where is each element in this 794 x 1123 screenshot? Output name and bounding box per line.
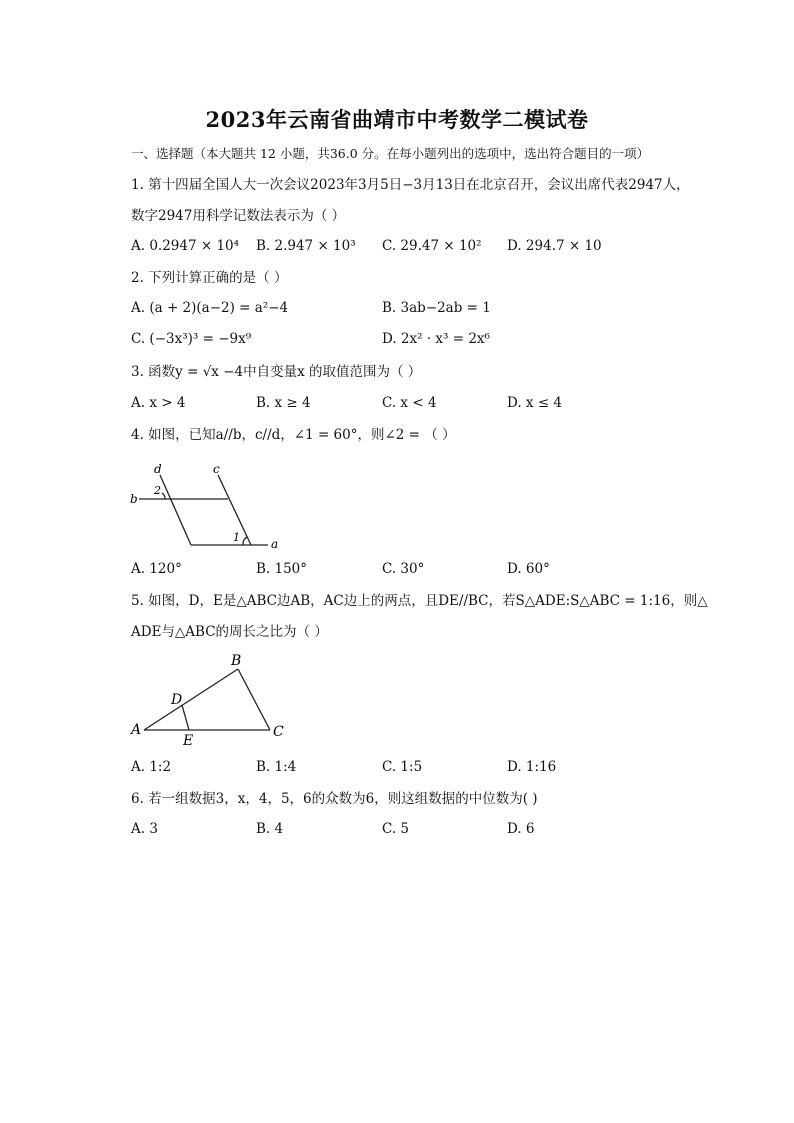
angle-2-arc bbox=[162, 493, 165, 499]
question-5-option-b[interactable]: B. 1:4 bbox=[256, 759, 297, 775]
question-2-option-b[interactable]: B. 3ab−2ab = 1 bbox=[382, 300, 491, 316]
question-1-options bbox=[131, 238, 691, 256]
label-B: B bbox=[231, 653, 242, 669]
question-3-option-c[interactable]: C. x < 4 bbox=[382, 395, 437, 411]
question-5-stem-line-1: 5. 如图，D，E是△ABC边AB，AC边上的两点，且DE//BC，若S△ADE:S△ABC = 1:16，则△ bbox=[131, 593, 708, 609]
question-2-stem: 2. 下列计算正确的是（ ） bbox=[131, 270, 288, 286]
label-A: A bbox=[131, 722, 142, 738]
question-1-stem-line-1: 1. 第十四届全国人大一次会议2023年3月5日−3月13日在北京召开，会议出席代表2947人， bbox=[131, 177, 690, 193]
question-5-figure bbox=[126, 650, 296, 750]
question-5-options bbox=[131, 759, 691, 777]
question-3-option-a[interactable]: A. x > 4 bbox=[131, 395, 186, 411]
question-5-option-a[interactable]: A. 1:2 bbox=[131, 759, 172, 775]
question-6-option-c[interactable]: C. 5 bbox=[382, 821, 410, 837]
question-5-stem-line-2: ADE与△ABC的周长之比为（ ） bbox=[131, 624, 328, 640]
label-b: b bbox=[130, 492, 138, 506]
question-1-option-c[interactable]: C. 29.47 × 10² bbox=[382, 238, 482, 254]
question-5-option-d[interactable]: D. 1:16 bbox=[507, 759, 557, 775]
question-2-options-row-1 bbox=[131, 300, 691, 318]
question-6-option-d[interactable]: D. 6 bbox=[507, 821, 535, 837]
question-1-stem-line-2: 数字2947用科学记数法表示为（ ） bbox=[131, 208, 346, 224]
question-2-option-a[interactable]: A. (a + 2)(a−2) = a²−4 bbox=[131, 300, 289, 316]
question-3-option-d[interactable]: D. x ≤ 4 bbox=[507, 395, 563, 411]
question-2-option-d[interactable]: D. 2x² · x³ = 2x⁶ bbox=[382, 331, 490, 347]
side-ab bbox=[144, 669, 238, 730]
line-d bbox=[160, 475, 191, 545]
question-4-option-d[interactable]: D. 60° bbox=[507, 561, 550, 577]
side-bc bbox=[238, 669, 270, 730]
label-E: E bbox=[183, 733, 194, 749]
question-1-option-d[interactable]: D. 294.7 × 10 bbox=[507, 238, 602, 254]
question-6-option-a[interactable]: A. 3 bbox=[131, 821, 158, 837]
question-3-options bbox=[131, 395, 691, 413]
question-2-options-row-2 bbox=[131, 331, 691, 349]
label-angle-1: 1 bbox=[233, 531, 240, 544]
question-4-stem: 4. 如图，已知a//b，c//d，∠1 = 60°，则∠2 = （ ） bbox=[131, 427, 456, 443]
question-4-option-b[interactable]: B. 150° bbox=[256, 561, 308, 577]
question-4-figure bbox=[125, 458, 295, 554]
label-D: D bbox=[171, 692, 183, 708]
question-4-option-c[interactable]: C. 30° bbox=[382, 561, 425, 577]
question-6-stem: 6. 若一组数据3，x，4，5，6的众数为6，则这组数据的中位数为( ) bbox=[131, 791, 538, 807]
page-title: 2023年云南省曲靖市中考数学二模试卷 bbox=[205, 107, 589, 132]
question-1-option-b[interactable]: B. 2.947 × 10³ bbox=[256, 238, 356, 254]
question-4-option-a[interactable]: A. 120° bbox=[131, 561, 182, 577]
question-6-options bbox=[131, 821, 691, 839]
angle-1-arc bbox=[243, 537, 247, 545]
question-6-option-b[interactable]: B. 4 bbox=[256, 821, 284, 837]
label-a: a bbox=[271, 537, 279, 551]
question-2-option-c[interactable]: C. (−3x³)³ = −9x⁹ bbox=[131, 331, 252, 347]
label-angle-2: 2 bbox=[154, 484, 161, 497]
question-3-stem: 3. 函数y = √x −4中自变量x 的取值范围为（ ） bbox=[131, 364, 422, 380]
question-1-option-a[interactable]: A. 0.2947 × 10⁴ bbox=[131, 238, 240, 254]
question-3-option-b[interactable]: B. x ≥ 4 bbox=[256, 395, 311, 411]
label-c: c bbox=[213, 462, 220, 476]
label-C: C bbox=[273, 724, 284, 740]
segment-de bbox=[182, 705, 189, 730]
label-d: d bbox=[154, 462, 162, 476]
section-heading: 一、选择题（本大题共 12 小题，共36.0 分。在每小题列出的选项中，选出符合题目的一项） bbox=[131, 146, 650, 161]
question-5-option-c[interactable]: C. 1:5 bbox=[382, 759, 423, 775]
question-4-options bbox=[131, 561, 691, 579]
